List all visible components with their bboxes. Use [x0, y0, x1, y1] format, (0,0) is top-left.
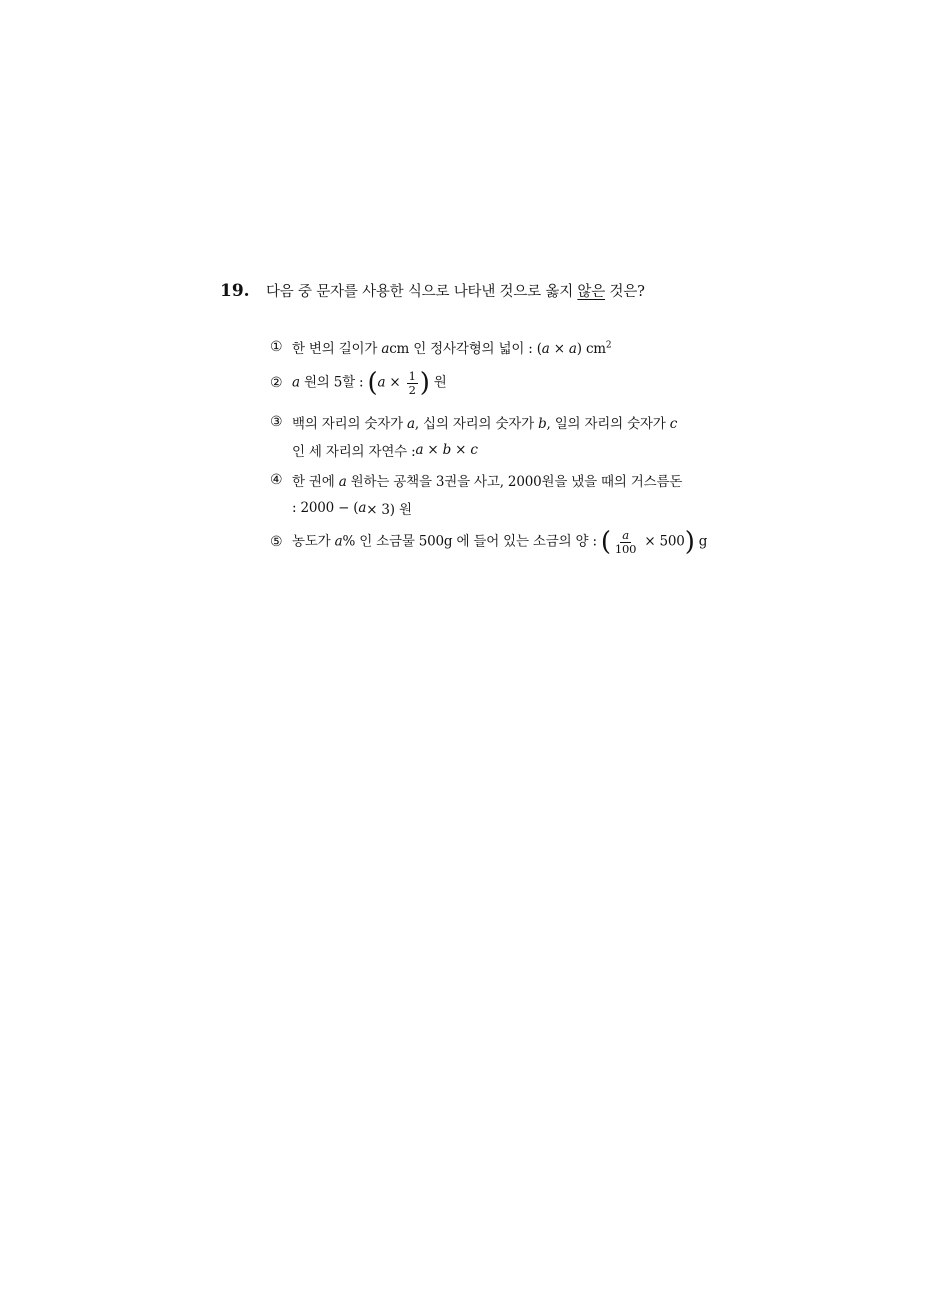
option-1-sup: 2 [605, 340, 612, 351]
fraction-numerator: 1 [408, 368, 416, 383]
option-5[interactable] [270, 524, 760, 560]
option-5-unit: g [694, 533, 708, 550]
fraction-denominator: 100 [614, 541, 637, 556]
option-3-v2: b [538, 416, 547, 432]
option-4-line2-text: : 2000 − ( [292, 500, 359, 516]
option-2-var: a [292, 374, 300, 391]
option-2-close-paren: ) [419, 368, 430, 398]
option-5-text: 농도가 [292, 533, 335, 550]
option-4-line1b: 원하는 공책을 3권을 사고, 2000원을 냈을 때의 거스름돈 [346, 474, 683, 490]
option-text-line1 [292, 412, 677, 432]
option-marker: ② [270, 375, 283, 391]
option-marker: ⑤ [270, 534, 283, 550]
option-1-expr-a1: a [541, 341, 550, 357]
option-2-text: 원의 5할 : [299, 374, 368, 391]
option-3-v1: a [407, 416, 415, 432]
question-header [220, 280, 760, 310]
question-text-after: 것은? [605, 284, 645, 300]
fraction [407, 370, 418, 396]
option-marker: ① [270, 339, 283, 355]
option-3-line2-text: 인 세 자리의 자연수 : [292, 444, 416, 460]
option-5-v1: a [334, 533, 343, 550]
option-3-v3: c [669, 416, 678, 432]
option-2-times: × [385, 374, 405, 391]
option-4-v2: a [358, 500, 367, 516]
option-1-unit: cm [389, 341, 410, 357]
option-3-line1b: , 십의 자리의 숫자가 [414, 416, 539, 432]
option-3-line1: 백의 자리의 숫자가 [292, 416, 408, 432]
answer-options [270, 332, 760, 560]
option-marker: ③ [270, 414, 283, 430]
option-4-line2b: × 3) 원 [366, 502, 412, 518]
option-text [292, 370, 447, 396]
question-text-underlined: 않은 [577, 284, 606, 300]
fraction [613, 529, 638, 555]
option-2-open-paren: ( [367, 368, 378, 398]
option-1-close: ) cm [576, 341, 606, 357]
question-text [266, 280, 645, 301]
fraction-numerator: a [622, 527, 629, 542]
option-3-line2 [270, 436, 760, 464]
option-1-var: a [381, 341, 390, 357]
option-2[interactable] [270, 362, 760, 404]
option-text [292, 337, 611, 357]
option-text [292, 529, 707, 555]
option-4-v1: a [338, 474, 347, 490]
option-2-unit: 원 [429, 374, 447, 391]
question-19 [220, 280, 760, 560]
option-4-line1: 한 권에 [292, 474, 339, 490]
option-4[interactable] [270, 466, 760, 494]
option-text-line1 [292, 470, 682, 490]
option-1[interactable] [270, 332, 760, 362]
option-1-expr-a2: a [568, 341, 577, 357]
option-1-times: × [549, 341, 569, 357]
option-1-text: 한 변의 길이가 [292, 341, 382, 357]
option-3[interactable] [270, 408, 760, 436]
fraction-denominator: 2 [408, 382, 416, 397]
question-number: 19. [220, 281, 250, 301]
option-1-text2: 인 정사각형의 넓이 : ( [409, 341, 542, 357]
option-4-line2 [270, 494, 760, 522]
question-text-before: 다음 중 문자를 사용한 식으로 나타낸 것으로 옳지 [266, 284, 578, 300]
option-2-expr-var: a [377, 374, 386, 391]
option-3-expr: a × b × c [415, 442, 478, 458]
option-5-times: × 500 [640, 533, 685, 550]
option-5-text2: % 인 소금물 500g 에 들어 있는 소금의 양 : [342, 533, 601, 550]
option-5-close-paren: ) [684, 527, 695, 557]
option-3-line1c: , 일의 자리의 숫자가 [546, 416, 670, 432]
option-marker: ④ [270, 472, 283, 488]
option-5-open-paren: ( [600, 527, 611, 557]
